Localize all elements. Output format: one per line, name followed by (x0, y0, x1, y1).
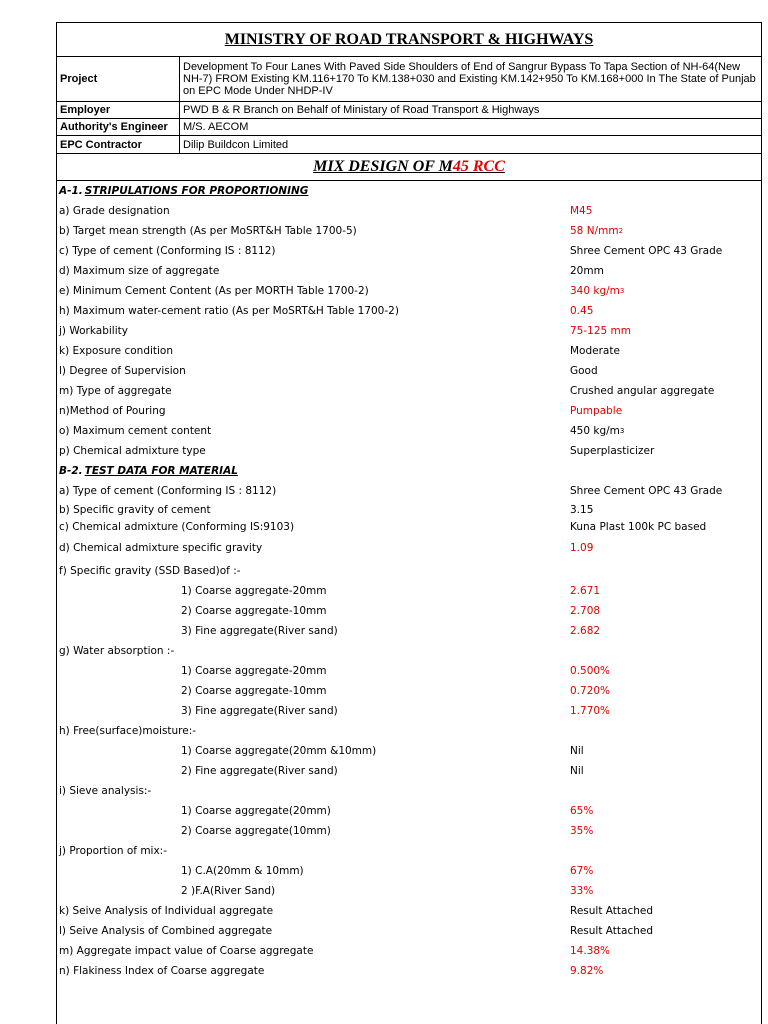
item-value-text: 14.38% (570, 945, 611, 957)
list-item (57, 581, 761, 601)
list-item (57, 661, 761, 681)
list-item (57, 561, 761, 581)
list-item (57, 481, 761, 501)
item-label: 3) Fine aggregate(River sand) (181, 625, 338, 637)
item-value-text: Crushed angular aggregate (570, 385, 715, 397)
item-label: 1) Coarse aggregate(20mm) (181, 805, 331, 817)
item-value-text: 3.15 (570, 503, 594, 516)
list-item (57, 301, 761, 321)
item-label: j) Proportion of mix:- (59, 845, 168, 857)
item-value (570, 821, 593, 841)
item-label: 2) Coarse aggregate-10mm (181, 685, 327, 697)
item-value (570, 601, 600, 621)
item-label: h) Maximum water-cement ratio (As per MoSRT&H Table 1700-2) (59, 305, 399, 317)
item-value-text: Good (570, 365, 598, 377)
mix-design-title (57, 154, 761, 181)
item-label: 2) Fine aggregate(River sand) (181, 765, 338, 777)
item-value-text: Result Attached (570, 905, 654, 917)
section-a-number: A-1. (59, 185, 83, 197)
document-page (56, 22, 762, 1024)
list-item (57, 401, 761, 421)
item-value (570, 741, 584, 761)
item-value-text: Nil (570, 765, 584, 777)
item-value-text: 0.45 (570, 305, 594, 317)
item-value (570, 381, 714, 401)
item-value-text: 2.682 (570, 625, 601, 637)
item-value-text: Shree Cement OPC 43 Grade (570, 245, 723, 257)
item-value (570, 501, 593, 518)
list-item (57, 741, 761, 761)
item-value-text: 450 kg/m (570, 425, 620, 437)
item-value (570, 481, 722, 501)
info-label: Authority's Engineer (57, 119, 180, 135)
item-label: 1) Coarse aggregate-20mm (181, 585, 327, 597)
item-label: i) Sieve analysis:- (59, 785, 152, 797)
list-item (57, 201, 761, 221)
item-value-text: 2.671 (570, 585, 601, 597)
info-value: PWD B & R Branch on Behalf of Ministary of Road Transport & Highways (183, 104, 540, 116)
item-value-text: Result Attached (570, 925, 654, 937)
info-row-employer (57, 102, 761, 119)
item-label: 2) Coarse aggregate-10mm (181, 605, 327, 617)
item-label: a) Grade designation (59, 205, 170, 217)
item-value-text: 58 N/mm (570, 225, 619, 237)
item-value (570, 341, 620, 361)
info-label: Employer (57, 102, 180, 118)
item-label: p) Chemical admixture type (59, 445, 206, 457)
item-label: l) Degree of Supervision (59, 365, 186, 377)
list-item (57, 781, 761, 801)
item-label: l) Seive Analysis of Combined aggregate (59, 925, 273, 937)
item-label: c) Chemical admixture (Conforming IS:9103) (59, 520, 295, 533)
item-label: 1) C.A(20mm & 10mm) (181, 865, 304, 877)
list-item (57, 341, 761, 361)
list-item (57, 501, 761, 518)
test-data-list (57, 481, 761, 981)
item-value: 58 N/mm 2 (570, 225, 624, 237)
item-value (570, 681, 610, 701)
list-item (57, 241, 761, 261)
list-item (57, 641, 761, 661)
item-value (570, 201, 592, 221)
list-item (57, 621, 761, 641)
list-item (57, 261, 761, 281)
stipulations-list (57, 201, 761, 461)
list-item (57, 421, 761, 441)
mix-title-grade: 45 RCC (452, 158, 505, 175)
list-item (57, 518, 761, 535)
item-label: k) Seive Analysis of Individual aggregate (59, 905, 274, 917)
item-value (570, 241, 722, 261)
item-label: h) Free(surface)moisture:- (59, 725, 197, 737)
item-label: g) Water absorption :- (59, 645, 175, 657)
item-value-text: 65% (570, 805, 594, 817)
list-item (57, 381, 761, 401)
list-item (57, 361, 761, 381)
item-value (570, 301, 593, 321)
list-item (57, 881, 761, 901)
info-value: M/S. AECOM (183, 121, 249, 133)
item-label: b) Target mean strength (As per MoSRT&H Table 1700-5) (59, 225, 357, 237)
list-item (57, 601, 761, 621)
item-value: 450 kg/m 3 (570, 425, 625, 437)
list-item (57, 321, 761, 341)
item-value (570, 761, 584, 781)
item-value-text: 0.720% (570, 685, 611, 697)
item-value (570, 581, 600, 601)
item-value-text: 33% (570, 885, 594, 897)
item-label: 2) Coarse aggregate(10mm) (181, 825, 331, 837)
item-label: 3) Fine aggregate(River sand) (181, 705, 338, 717)
list-item (57, 801, 761, 821)
list-item (57, 821, 761, 841)
item-label: a) Type of cement (Conforming IS : 8112) (59, 485, 277, 497)
item-value-text: 20mm (570, 265, 604, 277)
item-value-text: 0.500% (570, 665, 611, 677)
item-label: 2 )F.A(River Sand) (181, 885, 276, 897)
mix-title-prefix: MIX DESIGN OF M (313, 158, 453, 175)
item-value: 340 kg/m 3 (570, 285, 625, 297)
item-value-text: 67% (570, 865, 594, 877)
item-label: d) Maximum size of aggregate (59, 265, 220, 277)
list-item (57, 535, 761, 561)
section-b-number: B-2. (59, 465, 83, 477)
item-value-text: 9.82% (570, 965, 604, 977)
item-value (570, 921, 653, 941)
list-item (57, 441, 761, 461)
info-row-epc-contractor (57, 136, 761, 154)
list-item (57, 701, 761, 721)
item-value (570, 321, 631, 341)
section-a-title: STRIPULATIONS FOR PROPORTIONING (84, 185, 309, 197)
item-value-text: Moderate (570, 345, 620, 357)
section-b-title: TEST DATA FOR MATERIAL (84, 465, 238, 477)
item-value (570, 401, 622, 421)
item-label: f) Specific gravity (SSD Based)of :- (59, 565, 241, 577)
info-label: EPC Contractor (57, 136, 180, 153)
item-label: m) Type of aggregate (59, 385, 172, 397)
item-value (570, 621, 600, 641)
item-value-text: Pumpable (570, 405, 623, 417)
item-value (570, 901, 653, 921)
list-item (57, 941, 761, 961)
item-value-text: Shree Cement OPC 43 Grade (570, 485, 723, 497)
item-value (570, 961, 603, 981)
item-label: 1) Coarse aggregate(20mm &10mm) (181, 745, 377, 757)
list-item (57, 681, 761, 701)
item-value (570, 861, 593, 881)
item-label: n)Method of Pouring (59, 405, 166, 417)
list-item (57, 761, 761, 781)
item-value-text: Nil (570, 745, 584, 757)
list-item (57, 281, 761, 301)
item-value (570, 801, 593, 821)
info-label: Project (57, 57, 180, 101)
section-a-heading (57, 181, 761, 201)
item-label: e) Minimum Cement Content (As per MORTH Table 1700-2) (59, 285, 369, 297)
item-value (570, 941, 610, 961)
list-item (57, 961, 761, 981)
item-value-text: 35% (570, 825, 594, 837)
item-value-text: 340 kg/m (570, 285, 620, 297)
list-item (57, 901, 761, 921)
item-value-text: 1.770% (570, 705, 611, 717)
item-value (570, 701, 610, 721)
info-value: Development To Four Lanes With Paved Side Shoulders of End of Sangrur Bypass To Tapa Section of NH-64(New NH-7) FROM Existing KM.116+170 To KM.138+030 and Existing KM.142+950 To KM.168+000 In The State of Punjab on EPC Mode Under NHDP-IV (183, 61, 756, 97)
item-value (570, 535, 593, 561)
item-label: k) Exposure condition (59, 345, 174, 357)
info-row-project (57, 57, 761, 102)
list-item (57, 921, 761, 941)
item-value-text: 2.708 (570, 605, 601, 617)
item-label: j) Workability (59, 325, 128, 337)
list-item (57, 841, 761, 861)
item-label: n) Flakiness Index of Coarse aggregate (59, 965, 265, 977)
item-value-text: 1.09 (570, 542, 594, 554)
info-row-authority-engineer (57, 119, 761, 136)
item-label: m) Aggregate impact value of Coarse aggregate (59, 945, 314, 957)
list-item (57, 221, 761, 241)
item-value (570, 261, 604, 281)
list-item (57, 861, 761, 881)
item-value (570, 441, 654, 461)
item-label: d) Chemical admixture specific gravity (59, 542, 263, 554)
item-value (570, 661, 610, 681)
item-value-text: M45 (570, 205, 593, 217)
item-value (570, 881, 593, 901)
item-value (570, 361, 598, 381)
item-label: b) Specific gravity of cement (59, 503, 211, 516)
info-value: Dilip Buildcon Limited (183, 138, 289, 151)
item-value-text: Kuna Plast 100k PC based (570, 520, 707, 533)
list-item (57, 721, 761, 741)
item-label: 1) Coarse aggregate-20mm (181, 665, 327, 677)
item-label: o) Maximum cement content (59, 425, 212, 437)
section-b-heading (57, 461, 761, 481)
item-label: c) Type of cement (Conforming IS : 8112) (59, 245, 276, 257)
item-value-text: 75-125 mm (570, 325, 631, 337)
ministry-title: MINISTRY OF ROAD TRANSPORT & HIGHWAYS (57, 23, 761, 57)
item-value (570, 518, 706, 535)
item-value-text: Superplasticizer (570, 445, 655, 457)
